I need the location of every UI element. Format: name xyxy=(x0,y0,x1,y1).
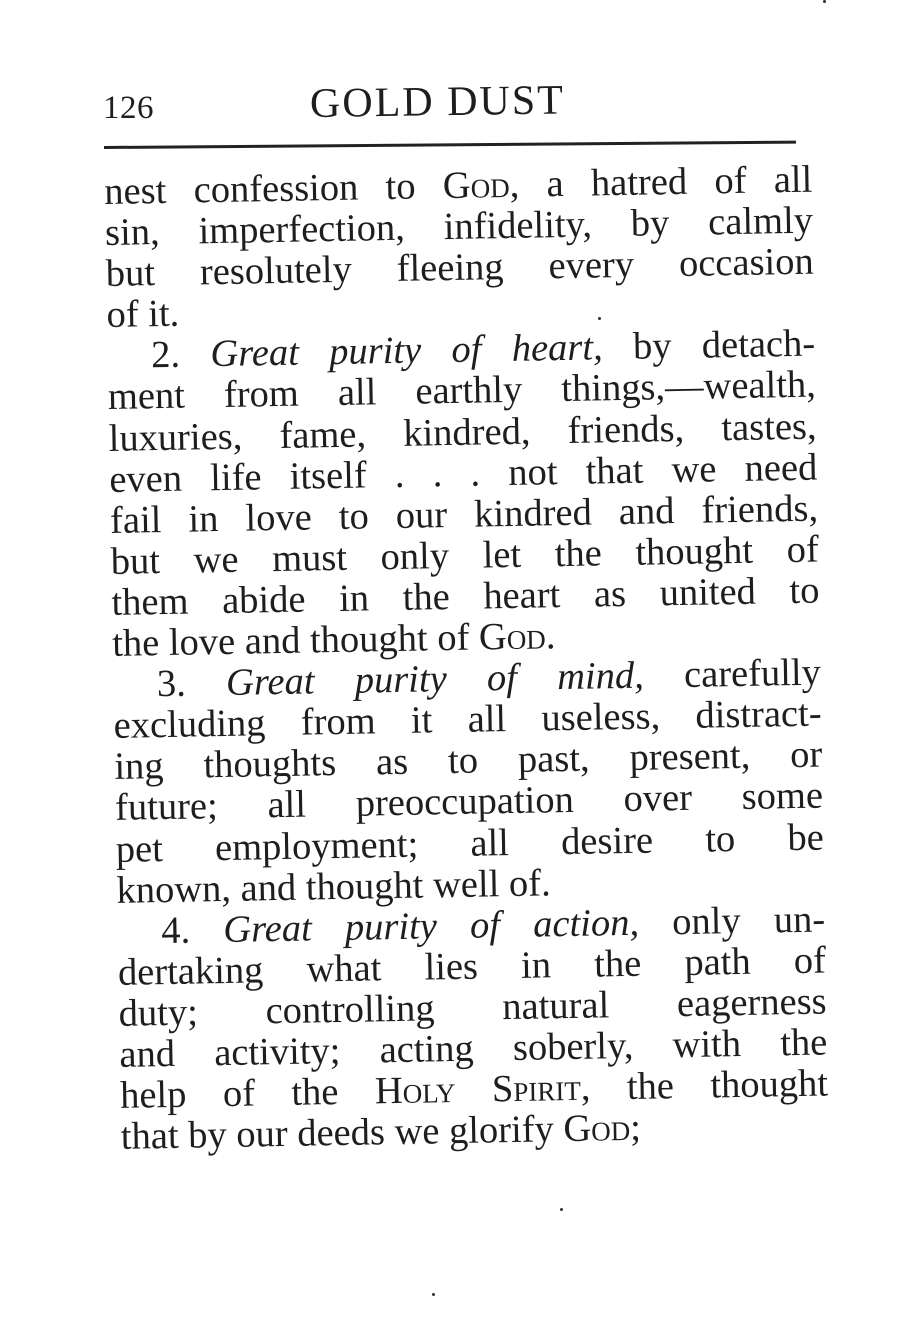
text-run: pet employment; all desire to be xyxy=(115,816,825,871)
page-number: 126 xyxy=(103,90,154,126)
body-text xyxy=(104,160,829,1158)
italic-heading: Great purity of heart, xyxy=(210,326,604,376)
text-run: by detach- xyxy=(602,322,816,369)
text-run: them abide in the heart as united to xyxy=(111,569,820,624)
text-run: only un- xyxy=(638,898,826,944)
text-run: carefully xyxy=(643,651,822,697)
text-run: that by our deeds we glorify xyxy=(120,1108,564,1159)
text-run: ment from all earthly things,—wealth, xyxy=(107,364,817,419)
text-run: the love and thought of xyxy=(111,616,480,665)
text-run: , a hatred of all xyxy=(509,158,813,206)
text-run: 2. xyxy=(150,333,211,377)
text-run: duty; controlling natural eagerness xyxy=(118,980,827,1035)
running-title: GOLD DUST xyxy=(309,77,566,127)
text-run: sin, imperfection, infidelity, by calmly xyxy=(104,199,814,255)
text-run: luxuries, fame, kindred, friends, tastes, xyxy=(108,405,817,460)
text-run: of it. xyxy=(106,292,180,337)
text-run: . xyxy=(545,615,556,658)
italic-heading: Great purity of action, xyxy=(222,901,640,951)
italic-heading: Great purity of mind, xyxy=(225,654,645,705)
print-speck xyxy=(598,317,601,320)
print-speck xyxy=(432,1293,435,1296)
small-caps-run: God xyxy=(478,615,547,659)
text-run: 3. xyxy=(156,662,227,706)
print-speck xyxy=(560,1208,563,1211)
text-run: but we must only let the thought of xyxy=(110,528,820,583)
text-run: help of the xyxy=(119,1070,376,1117)
text-run: even life itself . . . not that we need xyxy=(109,446,818,501)
small-caps-run: Holy Spirit xyxy=(374,1066,582,1113)
text-run: nest confession to xyxy=(103,165,444,213)
text-run: 4. xyxy=(160,908,224,952)
text-run: dertaking what lies in the path of xyxy=(117,939,827,994)
small-caps-run: God xyxy=(563,1107,631,1151)
text-run: future; all preoccupation over some xyxy=(114,774,824,830)
text-run: excluding from it all useless, distract- xyxy=(113,692,822,748)
text-run: ing thoughts as to past, present, or xyxy=(114,733,823,789)
small-caps-run: God xyxy=(442,163,510,208)
print-speck xyxy=(823,0,826,3)
text-run: ; xyxy=(629,1106,642,1150)
text-run: but resolutely fleeing every occasion xyxy=(105,240,815,296)
text-run: , the thought xyxy=(580,1062,829,1109)
text-run: and activity; acting soberly, with the xyxy=(119,1021,828,1076)
text-run: known, and thought well of. xyxy=(116,861,551,912)
header-rule xyxy=(104,141,796,149)
text-run: fail in love to our kindred and friends, xyxy=(109,487,819,542)
